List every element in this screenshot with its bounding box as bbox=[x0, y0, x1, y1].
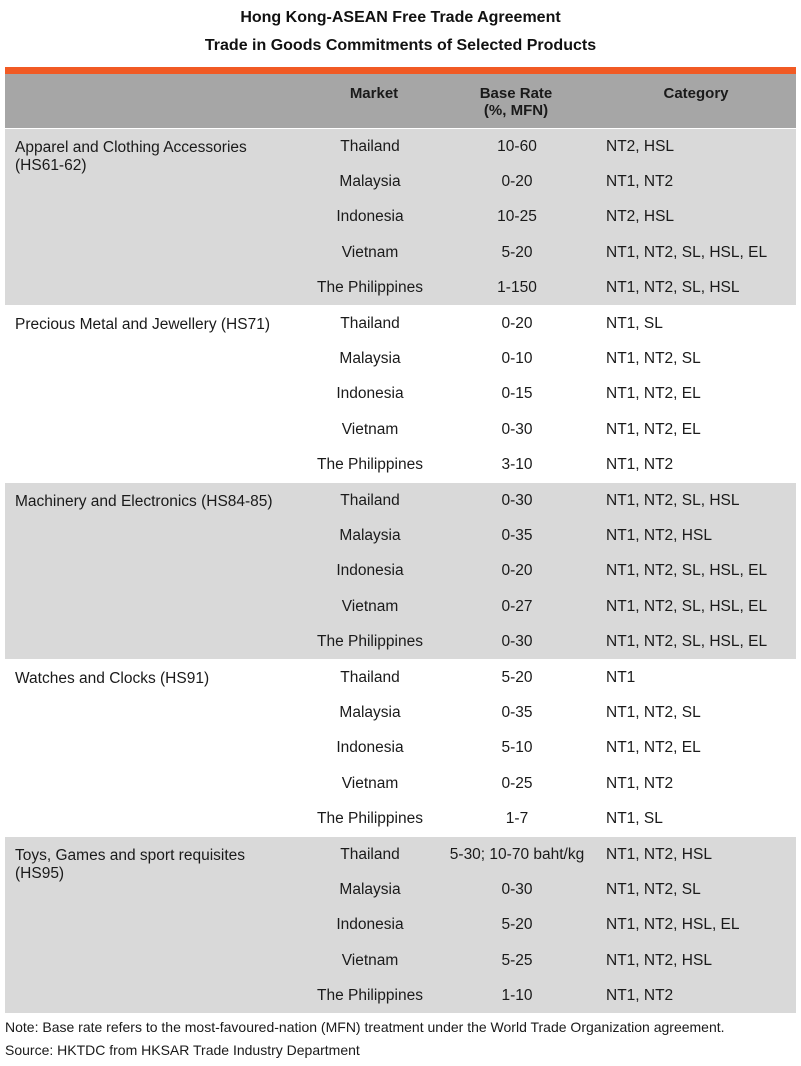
market-cell: Vietnam bbox=[341, 421, 399, 438]
table-row bbox=[5, 589, 796, 624]
category-cell: NT2, HSL bbox=[606, 138, 675, 155]
header-base-rate-line2: (%, MFN) bbox=[483, 102, 549, 119]
category-cell: NT1, NT2, SL, HSL, EL bbox=[606, 598, 768, 615]
rate-cell: 0-30 bbox=[501, 421, 533, 438]
table-title: Hong Kong-ASEAN Free Trade Agreement bbox=[240, 9, 561, 26]
category-cell: NT1, NT2 bbox=[606, 775, 674, 792]
table-row bbox=[5, 129, 796, 164]
category-cell: NT1, NT2, SL, HSL bbox=[606, 279, 740, 296]
product-name-line1: Toys, Games and sport requisites bbox=[15, 847, 246, 864]
rate-cell: 0-30 bbox=[501, 492, 533, 509]
table-row bbox=[5, 199, 796, 234]
market-cell: Indonesia bbox=[336, 916, 404, 933]
product-name-line1: Machinery and Electronics (HS84-85) bbox=[15, 493, 273, 510]
category-cell: NT1, NT2, SL bbox=[606, 350, 701, 367]
header-category: Category bbox=[663, 85, 729, 102]
product-group bbox=[5, 660, 796, 836]
product-name-line2: (HS61-62) bbox=[15, 157, 87, 174]
category-cell: NT1, NT2, SL bbox=[606, 704, 701, 721]
category-cell: NT1, NT2, HSL bbox=[606, 952, 712, 969]
table-row bbox=[5, 624, 796, 659]
market-cell: Vietnam bbox=[341, 952, 399, 969]
product-name-line1: Apparel and Clothing Accessories bbox=[15, 139, 247, 156]
product-name-line1: Watches and Clocks (HS91) bbox=[15, 670, 210, 687]
market-cell: The Philippines bbox=[317, 633, 423, 650]
market-cell: Malaysia bbox=[339, 881, 401, 898]
header-base-rate bbox=[461, 85, 571, 119]
product-name-line2: (HS95) bbox=[15, 865, 65, 882]
product-name-line1: Precious Metal and Jewellery (HS71) bbox=[15, 316, 270, 333]
rate-cell: 3-10 bbox=[501, 456, 533, 473]
accent-bar bbox=[5, 67, 796, 74]
market-cell: Vietnam bbox=[341, 244, 399, 261]
rate-cell: 1-10 bbox=[501, 987, 533, 1004]
market-cell: Vietnam bbox=[341, 598, 399, 615]
market-cell: Thailand bbox=[340, 138, 400, 155]
market-cell: Thailand bbox=[340, 669, 400, 686]
market-cell: Malaysia bbox=[339, 350, 401, 367]
category-cell: NT1, NT2, SL, HSL bbox=[606, 492, 740, 509]
footnote-source: Source: HKTDC from HKSAR Trade Industry Department bbox=[5, 1042, 360, 1058]
market-cell: Indonesia bbox=[336, 562, 404, 579]
rate-cell: 5-20 bbox=[501, 669, 533, 686]
table-row bbox=[5, 730, 796, 765]
table-subtitle: Trade in Goods Commitments of Selected Products bbox=[204, 37, 597, 54]
rate-cell: 5-20 bbox=[501, 244, 533, 261]
rate-cell: 0-30 bbox=[501, 881, 533, 898]
header-market: Market bbox=[349, 85, 399, 102]
table-row bbox=[5, 483, 796, 518]
table-row bbox=[5, 872, 796, 907]
rate-cell: 0-20 bbox=[501, 315, 533, 332]
rate-cell: 0-20 bbox=[501, 562, 533, 579]
category-cell: NT1, NT2 bbox=[606, 987, 674, 1004]
category-cell: NT1 bbox=[606, 669, 636, 686]
rate-cell: 10-60 bbox=[497, 138, 537, 155]
market-cell: Malaysia bbox=[339, 704, 401, 721]
rate-cell: 0-35 bbox=[501, 527, 533, 544]
rate-cell: 5-25 bbox=[501, 952, 533, 969]
market-cell: Indonesia bbox=[336, 385, 404, 402]
table-row bbox=[5, 518, 796, 553]
table-row bbox=[5, 306, 796, 341]
table-row bbox=[5, 943, 796, 978]
table-row bbox=[5, 766, 796, 801]
market-cell: Malaysia bbox=[339, 173, 401, 190]
rate-cell: 5-10 bbox=[501, 739, 533, 756]
category-cell: NT1, NT2, EL bbox=[606, 421, 701, 438]
table-row bbox=[5, 695, 796, 730]
table-row bbox=[5, 660, 796, 695]
category-cell: NT1, NT2, HSL bbox=[606, 527, 712, 544]
category-cell: NT1, NT2, HSL bbox=[606, 846, 712, 863]
table-row bbox=[5, 447, 796, 482]
rate-cell: 10-25 bbox=[497, 208, 537, 225]
rate-cell: 0-35 bbox=[501, 704, 533, 721]
table-row bbox=[5, 553, 796, 588]
header-base-rate-line1: Base Rate bbox=[479, 85, 553, 102]
table-row bbox=[5, 341, 796, 376]
rate-cell: 5-30; 10-70 baht/kg bbox=[449, 846, 585, 863]
rate-cell: 0-27 bbox=[501, 598, 533, 615]
table-header bbox=[5, 74, 796, 128]
table-row bbox=[5, 412, 796, 447]
market-cell: Indonesia bbox=[336, 739, 404, 756]
product-group bbox=[5, 129, 796, 305]
product-group bbox=[5, 483, 796, 659]
table-row bbox=[5, 801, 796, 836]
market-cell: Thailand bbox=[340, 492, 400, 509]
category-cell: NT1, NT2, EL bbox=[606, 385, 701, 402]
category-cell: NT1, NT2, SL, HSL, EL bbox=[606, 633, 768, 650]
category-cell: NT1, NT2, SL, HSL, EL bbox=[606, 244, 768, 261]
market-cell: Vietnam bbox=[341, 775, 399, 792]
rate-cell: 0-25 bbox=[501, 775, 533, 792]
rate-cell: 0-20 bbox=[501, 173, 533, 190]
table-row bbox=[5, 978, 796, 1013]
category-cell: NT1, NT2, HSL, EL bbox=[606, 916, 740, 933]
rate-cell: 1-150 bbox=[497, 279, 537, 296]
category-cell: NT2, HSL bbox=[606, 208, 675, 225]
market-cell: The Philippines bbox=[317, 987, 423, 1004]
table-row bbox=[5, 270, 796, 305]
table-row bbox=[5, 235, 796, 270]
rate-cell: 1-7 bbox=[505, 810, 529, 827]
category-cell: NT1, NT2, SL, HSL, EL bbox=[606, 562, 768, 579]
table-row bbox=[5, 164, 796, 199]
category-cell: NT1, NT2 bbox=[606, 456, 674, 473]
category-cell: NT1, SL bbox=[606, 810, 663, 827]
market-cell: Malaysia bbox=[339, 527, 401, 544]
rate-cell: 0-30 bbox=[501, 633, 533, 650]
rate-cell: 0-10 bbox=[501, 350, 533, 367]
category-cell: NT1, NT2, EL bbox=[606, 739, 701, 756]
market-cell: The Philippines bbox=[317, 456, 423, 473]
rate-cell: 5-20 bbox=[501, 916, 533, 933]
category-cell: NT1, SL bbox=[606, 315, 663, 332]
market-cell: Indonesia bbox=[336, 208, 404, 225]
product-group bbox=[5, 837, 796, 1013]
market-cell: The Philippines bbox=[317, 279, 423, 296]
market-cell: Thailand bbox=[340, 846, 400, 863]
category-cell: NT1, NT2, SL bbox=[606, 881, 701, 898]
footnote-note: Note: Base rate refers to the most-favoured-nation (MFN) treatment under the World Trade Organization agreement. bbox=[5, 1019, 725, 1035]
category-cell: NT1, NT2 bbox=[606, 173, 674, 190]
rate-cell: 0-15 bbox=[501, 385, 533, 402]
table-row bbox=[5, 837, 796, 872]
table-row bbox=[5, 376, 796, 411]
market-cell: Thailand bbox=[340, 315, 400, 332]
market-cell: The Philippines bbox=[317, 810, 423, 827]
product-group bbox=[5, 306, 796, 482]
table-row bbox=[5, 907, 796, 942]
